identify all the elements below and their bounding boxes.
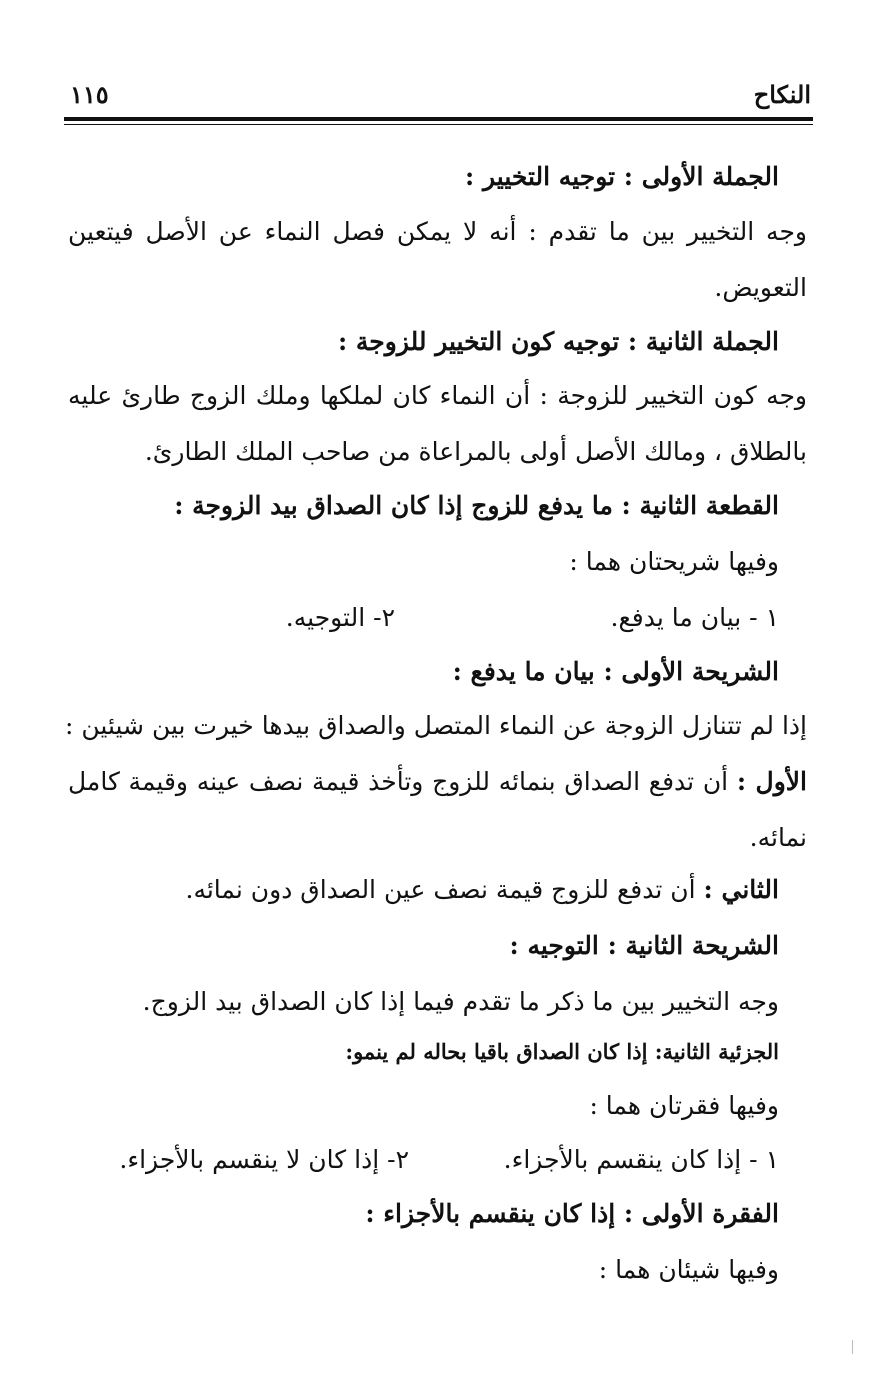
- paragraph-line: وجه كون التخيير للزوجة : أن النماء كان لملكها وملك الزوج طارئ عليه: [68, 381, 807, 410]
- paragraph-line: التعويض.: [714, 273, 807, 302]
- item-label: الثاني :: [703, 875, 779, 904]
- header-rule-thick: [64, 117, 813, 121]
- heading-second-sentence: الجملة الثانية : توجيه كون التخيير للزوجة :: [337, 327, 779, 356]
- header-rule-thin: [64, 124, 813, 125]
- heading-first-paragraph: الفقرة الأولى : إذا كان ينقسم بالأجزاء :: [365, 1199, 779, 1228]
- item-text: أن تدفع الصداق بنمائه للزوج وتأخذ قيمة نصف عينه وقيمة كامل: [68, 767, 729, 796]
- item-text: أن تدفع للزوج قيمة نصف عين الصداق دون نمائه.: [185, 875, 696, 904]
- paragraph-line: نمائه.: [749, 823, 807, 852]
- paragraph-line: وفيها شريحتان هما :: [569, 547, 779, 576]
- list-item: ١ - بيان ما يدفع.: [610, 603, 779, 632]
- heading-second-strip: الشريحة الثانية : التوجيه :: [509, 931, 779, 960]
- page-number: ١١٥: [70, 80, 109, 109]
- paragraph-line: وفيها فقرتان هما :: [589, 1091, 779, 1120]
- list-item: ٢- إذا كان لا ينقسم بالأجزاء.: [119, 1145, 409, 1174]
- page-header: [64, 80, 811, 116]
- item-label: الأول :: [736, 767, 808, 796]
- paragraph-line: [68, 762, 807, 802]
- paragraph-line: وفيها شيئان هما :: [598, 1255, 779, 1284]
- heading-second-part: الجزئية الثانية: إذا كان الصداق باقيا بحاله لم ينمو:: [345, 1039, 779, 1064]
- chapter-title: النكاح: [753, 80, 811, 109]
- paragraph-line: وجه التخيير بين ما تقدم : أنه لا يمكن فصل النماء عن الأصل فيتعين: [68, 217, 807, 246]
- list-item: ١ - إذا كان ينقسم بالأجزاء.: [503, 1145, 779, 1174]
- heading-second-section: القطعة الثانية : ما يدفع للزوج إذا كان الصداق بيد الزوجة :: [174, 491, 779, 520]
- paragraph-line: إذا لم تتنازل الزوجة عن النماء المتصل والصداق بيدها خيرت بين شيئين :: [65, 711, 807, 740]
- heading-first-sentence: الجملة الأولى : توجيه التخيير :: [465, 162, 779, 191]
- heading-first-strip: الشريحة الأولى : بيان ما يدفع :: [452, 657, 779, 686]
- list-item: ٢- التوجيه.: [285, 603, 395, 632]
- paragraph-line: بالطلاق ، ومالك الأصل أولى بالمراعاة من صاحب الملك الطارئ.: [144, 437, 807, 466]
- paragraph-line: [68, 870, 779, 910]
- paragraph-line: وجه التخيير بين ما ذكر ما تقدم فيما إذا كان الصداق بيد الزوج.: [142, 987, 779, 1016]
- scan-mark: [852, 1340, 859, 1354]
